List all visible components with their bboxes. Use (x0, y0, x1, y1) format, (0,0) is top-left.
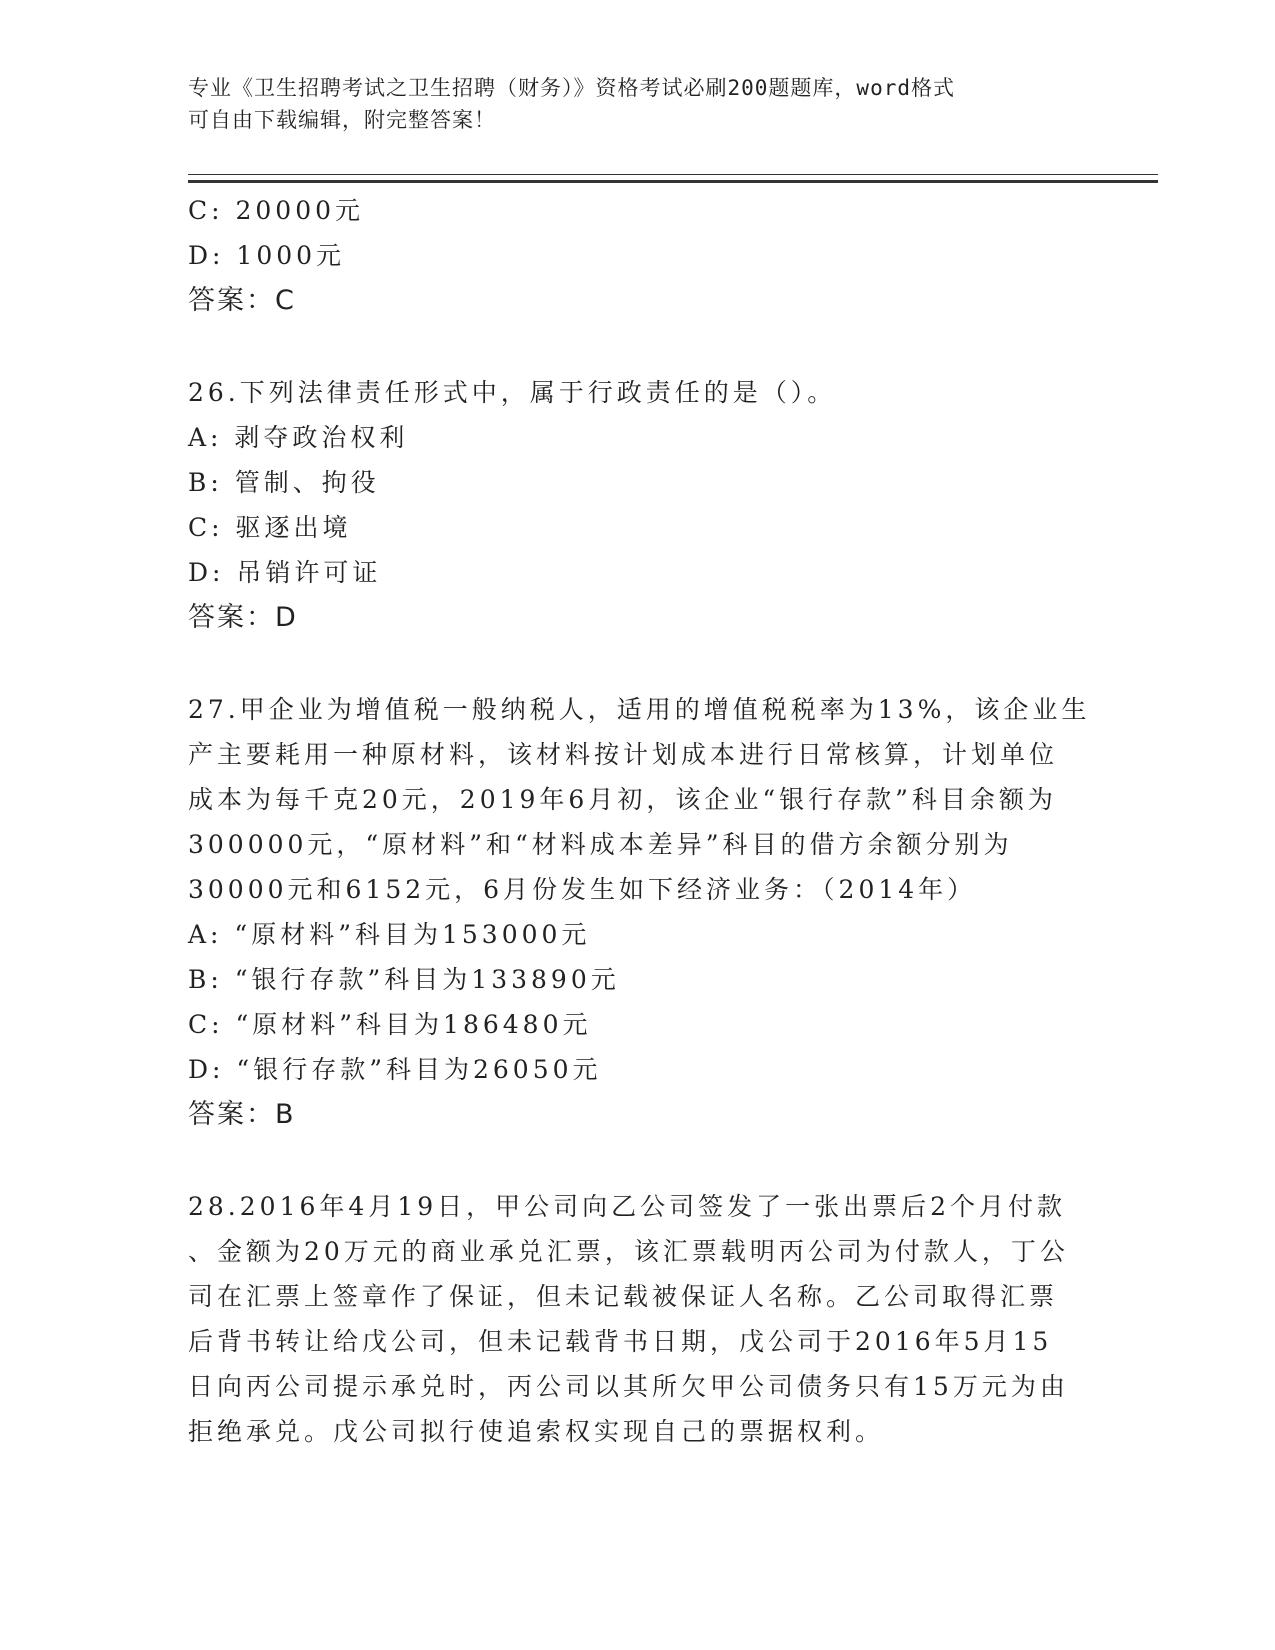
q26-answer: 答案：D (188, 602, 298, 633)
q27-stem-line: 300000元，“原材料”和“材料成本差异”科目的借方余额分别为 (188, 830, 1013, 859)
document-header (188, 72, 1068, 136)
q28-stem-line: 28.2016年4月19日，甲公司向乙公司签发了一张出票后2个月付款 (188, 1192, 1067, 1221)
spacer (188, 640, 1088, 687)
q26-option-b: B: 管制、拘役 (188, 468, 380, 497)
q28-stem-line: 拒绝承兑。戊公司拟行使追索权实现自己的票据权利。 (188, 1417, 885, 1446)
q28-stem-line: 日向丙公司提示承兑时，丙公司以其所欠甲公司债务只有15万元为由 (188, 1372, 1069, 1401)
q27-option-c: C: “原材料”科目为186480元 (188, 1010, 592, 1039)
q28-stem-line: 、金额为20万元的商业承兑汇票，该汇票载明丙公司为付款人，丁公 (188, 1237, 1069, 1266)
q27-option-a: A: “原材料”科目为153000元 (188, 920, 591, 949)
q25-option-d: D: 1000元 (188, 241, 346, 270)
header-rule-thin (188, 174, 1158, 175)
q26-option-a: A: 剥夺政治权利 (188, 423, 409, 452)
spacer (188, 323, 1088, 370)
q28-stem-line: 后背书转让给戊公司，但未记载背书日期，戊公司于2016年5月15 (188, 1327, 1053, 1356)
q27-stem-line: 30000元和6152元，6月份发生如下经济业务：（2014年） (188, 875, 977, 904)
q27-option-d: D: “银行存款”科目为26050元 (188, 1055, 602, 1084)
header-rule-thick (188, 180, 1158, 183)
q27-option-b: B: “银行存款”科目为133890元 (188, 965, 620, 994)
q26-option-d: D: 吊销许可证 (188, 558, 382, 587)
header-line-2: 可自由下载编辑，附完整答案！ (188, 108, 496, 132)
q28-stem-line: 司在汇票上签章作了保证，但未记载被保证人名称。乙公司取得汇票 (188, 1282, 1059, 1311)
q26-stem: 26.下列法律责任形式中，属于行政责任的是（）。 (188, 378, 837, 407)
q26-option-c: C: 驱逐出境 (188, 513, 352, 542)
q27-answer: 答案：B (188, 1099, 296, 1130)
q25-option-c: C: 20000元 (188, 196, 365, 225)
spacer (188, 1137, 1088, 1184)
header-line-1: 专业《卫生招聘考试之卫生招聘（财务）》资格考试必刷200题题库，word格式 (188, 76, 955, 100)
q27-stem-line: 成本为每千克20元，2019年6月初，该企业“银行存款”科目余额为 (188, 785, 1057, 814)
q27-stem-line: 产主要耗用一种原材料，该材料按计划成本进行日常核算，计划单位 (188, 740, 1059, 769)
q27-stem-line: 27.甲企业为增值税一般纳税人，适用的增值税税率为13%，该企业生 (188, 695, 1091, 724)
question-content (188, 188, 1091, 1454)
q25-answer: 答案：C (188, 285, 296, 316)
